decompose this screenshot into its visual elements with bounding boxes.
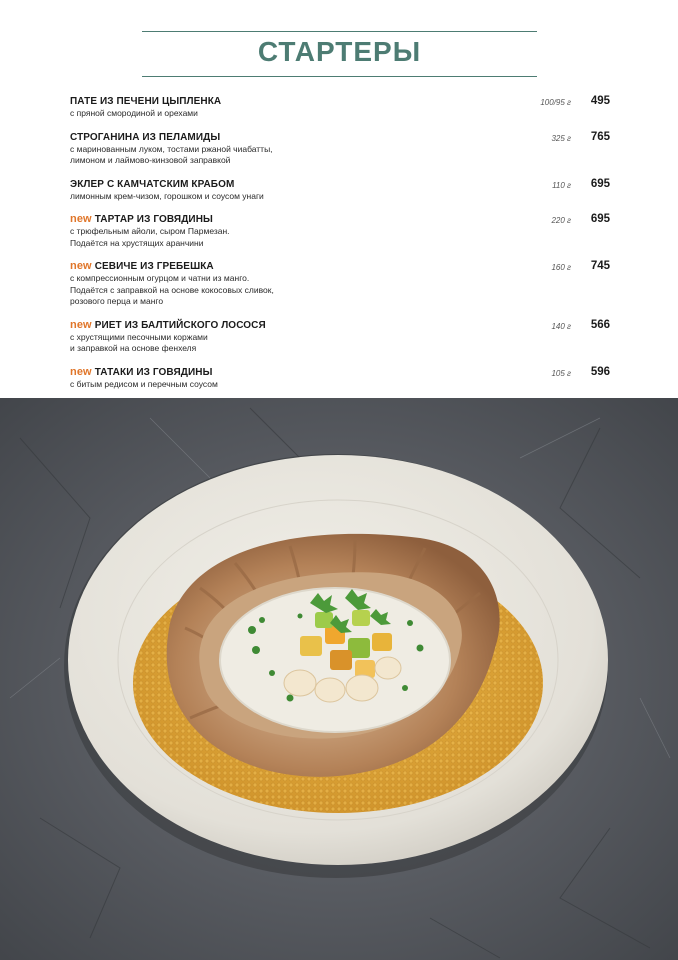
menu-item-description: с битым редисом и перечным соусом bbox=[70, 378, 218, 389]
page-title: СТАРТЕРЫ bbox=[257, 36, 422, 67]
menu-list bbox=[70, 95, 615, 401]
menu-item-weight: 100/95 г bbox=[540, 98, 571, 107]
menu-item-name: СЕВИЧЕ ИЗ ГРЕБЕШКА bbox=[94, 261, 214, 272]
menu-item-name-line bbox=[70, 319, 615, 332]
title-rule-top bbox=[142, 31, 537, 32]
menu-item-description: Подаётся с заправкой на основе кокосовых сливок, bbox=[70, 284, 274, 295]
menu-item-weight: 160 г bbox=[551, 263, 571, 272]
menu-item-name: ТАТАКИ ИЗ ГОВЯДИНЫ bbox=[94, 366, 213, 378]
menu-item-description: Подаётся на хрустящих аранчини bbox=[70, 237, 204, 248]
menu-item-name: ЭКЛЕР С КАМЧАТСКИМ КРАБОМ bbox=[70, 178, 235, 190]
menu-item-name: ПАТЕ ИЗ ПЕЧЕНИ ЦЫПЛЕНКА bbox=[70, 96, 222, 107]
menu-item-description: с маринованным луком, тостами ржаной чиабатты, bbox=[70, 143, 273, 154]
menu-item-price: 495 bbox=[590, 95, 610, 107]
menu-item-price: 695 bbox=[590, 177, 610, 190]
menu-item-price: 745 bbox=[590, 260, 610, 272]
menu-item-name-line bbox=[70, 178, 615, 191]
new-badge: new bbox=[70, 365, 92, 378]
menu-item-weight: 325 г bbox=[551, 133, 571, 143]
menu-item bbox=[70, 95, 615, 120]
menu-item-price: 765 bbox=[590, 130, 610, 143]
new-badge: new bbox=[70, 260, 92, 272]
menu-item bbox=[70, 319, 615, 355]
menu-item-name-line bbox=[70, 213, 615, 226]
dish-photo bbox=[0, 398, 678, 960]
menu-item bbox=[70, 131, 615, 167]
new-badge: new bbox=[70, 318, 92, 331]
menu-item-description: лимонным крем-чизом, горошком и соусом унаги bbox=[70, 190, 264, 201]
menu-item-price: 695 bbox=[590, 213, 610, 225]
menu-item bbox=[70, 178, 615, 203]
menu-item-description: лимоном и лаймово-кинзовой заправкой bbox=[70, 155, 231, 165]
menu-item-name: ТАРТАР ИЗ ГОВЯДИНЫ bbox=[94, 214, 213, 225]
menu-item-name-line bbox=[70, 366, 615, 379]
menu-item-weight: 140 г bbox=[551, 321, 571, 331]
menu-item bbox=[70, 213, 615, 249]
menu-item-description: розового перца и манго bbox=[70, 296, 164, 306]
menu-item-name-line bbox=[70, 131, 615, 144]
new-badge: new bbox=[70, 213, 92, 225]
menu-item-weight: 110 г bbox=[552, 180, 571, 190]
menu-item-name-line bbox=[70, 95, 615, 108]
menu-item-weight: 220 г bbox=[551, 216, 571, 225]
menu-item-description: с пряной смородиной и орехами bbox=[70, 108, 198, 118]
menu-item bbox=[70, 260, 615, 308]
menu-item-description: с хрустящими песочными коржами bbox=[70, 331, 208, 342]
scallop-ceviche-photo bbox=[0, 398, 678, 960]
menu-item-price: 566 bbox=[590, 318, 610, 331]
title-rule-bottom bbox=[142, 76, 537, 77]
menu-item-weight: 105 г bbox=[551, 368, 571, 378]
menu-item-description: и заправкой на основе фенхеля bbox=[70, 343, 197, 353]
menu-item-description: с трюфельным айоли, сыром Пармезан. bbox=[70, 226, 230, 236]
menu-item bbox=[70, 366, 615, 391]
menu-item-description: с компрессионным огурцом и чатни из манго. bbox=[70, 273, 250, 283]
menu-item-name: РИЕТ ИЗ БАЛТИЙСКОГО ЛОСОСЯ bbox=[94, 319, 266, 331]
menu-item-price: 596 bbox=[590, 365, 610, 378]
menu-item-name-line bbox=[70, 260, 615, 273]
menu-item-name: СТРОГАНИНА ИЗ ПЕЛАМИДЫ bbox=[70, 131, 221, 143]
